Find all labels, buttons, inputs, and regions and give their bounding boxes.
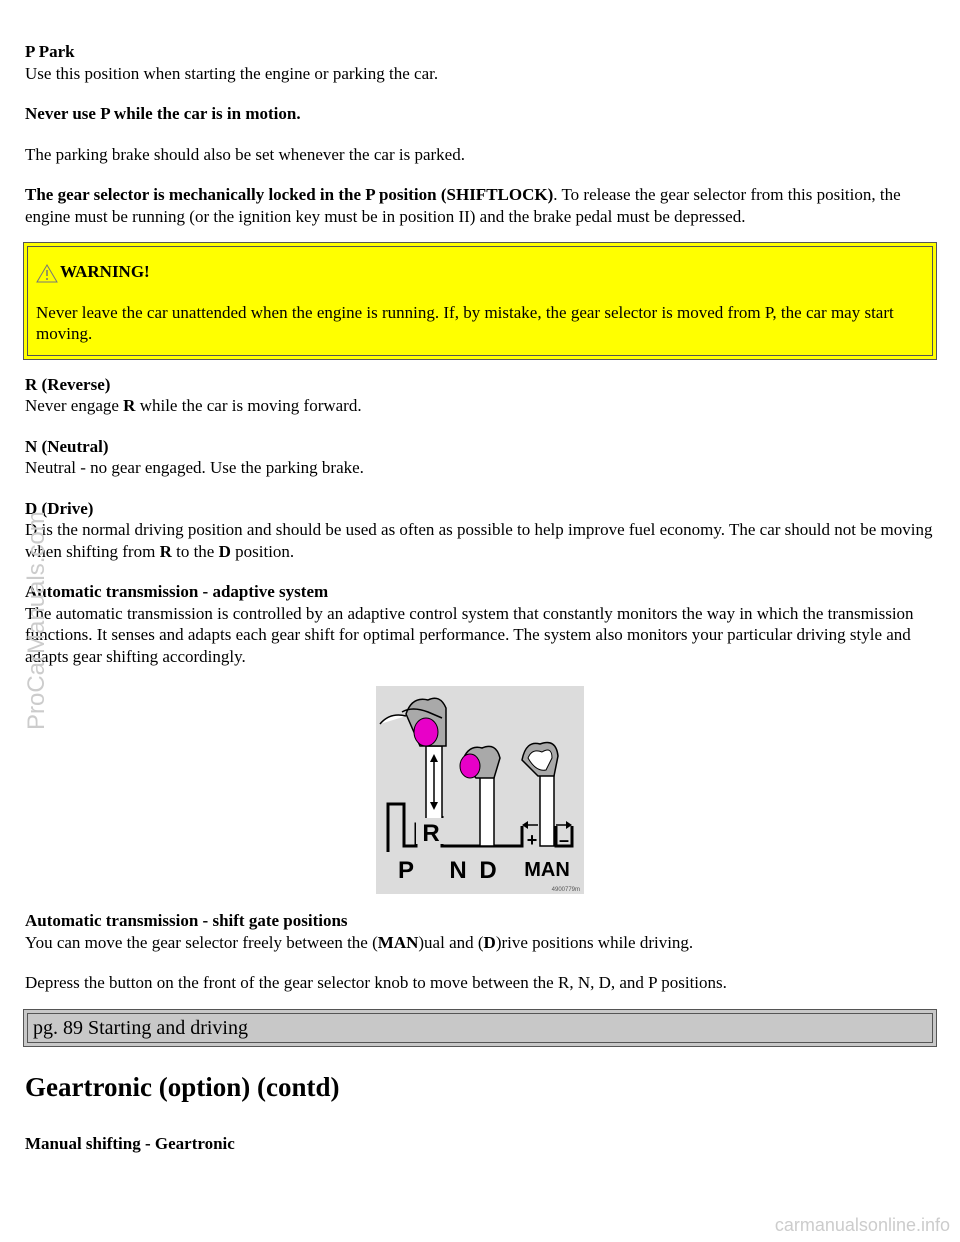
parking-brake-text: The parking brake should also be set whenever the car is parked. (25, 144, 465, 164)
park-section (25, 41, 935, 84)
neutral-section: N (Neutral) Neutral - no gear engaged. Use the parking brake. (25, 436, 364, 477)
gate-label-p: P (397, 857, 415, 884)
figure-code: 4900779m (551, 887, 580, 893)
shiftgate-section: Automatic transmission - shift gate positions You can move the gear selector freely between the (MAN)ual and (D)rive positions while driving. (25, 911, 694, 952)
shift-gate-illustration (376, 686, 584, 894)
shiftgate-heading: Automatic transmission - shift gate positions (25, 911, 348, 930)
selector-button-text: Depress the button on the front of the gear selector knob to move between the R, N, D, and P positions. (25, 973, 727, 992)
warning-title: WARNING! (36, 261, 924, 283)
adaptive-section: Automatic transmission - adaptive system The automatic transmission is controlled by an adaptive control system that constantly monitors the way in which the transmission functions. It senses and adapts each gear shift for optimal performance. The system also monitors your particular driving style and adapts gear shifting accordingly. (25, 582, 914, 666)
gate-label-n: N (449, 857, 467, 884)
shift-gate-drawing (376, 686, 584, 894)
park-note: Never use P while the car is in motion. (25, 104, 301, 123)
shift-gate-figure (25, 686, 935, 894)
shiftlock-text: The gear selector is mechanically locked in the P position (SHIFTLOCK). To release the gear selector from this position, the engine must be running (or the ignition key must be in position II) and the brake pedal must be depressed. (25, 185, 901, 226)
reverse-heading: R (Reverse) (25, 374, 111, 394)
gate-label-r: R (422, 820, 440, 847)
neutral-heading: N (Neutral) (25, 436, 109, 456)
drive-heading: D (Drive) (25, 498, 94, 518)
warning-box (27, 246, 933, 356)
gate-label-man: MAN (524, 859, 570, 881)
warning-triangle-icon (36, 264, 58, 283)
adaptive-heading: Automatic transmission - adaptive system (25, 582, 329, 601)
park-text: Use this position when starting the engine or parking the car. (25, 63, 439, 83)
page-title: Geartronic (option) (contd) (25, 1071, 340, 1102)
warning-text: Never leave the car unattended when the engine is running. If, by mistake, the gear selector is moved from P, the car may start moving. (36, 302, 894, 343)
gate-label-plus: + (526, 830, 538, 850)
page-footer-bar: pg. 89 Starting and driving (27, 1013, 933, 1043)
reverse-section: R (Reverse) Never engage R while the car is moving forward. (25, 374, 362, 415)
manual-page (25, 41, 935, 1173)
park-heading: P Park (25, 42, 75, 61)
drive-section: D (Drive) D is the normal driving position and should be used as often as possible to help improve fuel economy. The car should not be moving when shifting from R to the D position. (25, 498, 933, 561)
gate-label-d: D (479, 857, 497, 884)
watermark-bottom: carmanualsonline.info (774, 1214, 950, 1235)
watermark-left: ProCarManuals.com (23, 511, 50, 730)
gate-label-minus: – (558, 830, 570, 850)
manual-shifting-heading: Manual shifting - Geartronic (25, 1133, 235, 1153)
